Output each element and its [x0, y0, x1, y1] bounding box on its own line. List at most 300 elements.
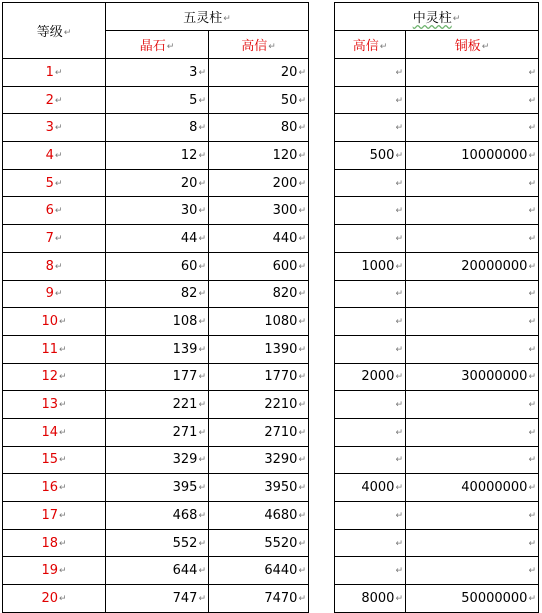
paragraph-mark-icon: ↵ [298, 67, 306, 78]
cell-crystal-value: 8 [189, 120, 198, 136]
paragraph-mark-icon: ↵ [59, 483, 67, 494]
table-row [3, 529, 539, 557]
paragraph-mark-icon: ↵ [198, 261, 206, 272]
cell-crystal-value: 177 [172, 369, 198, 385]
cell-copper [406, 557, 539, 585]
paragraph-mark-icon: ↵ [198, 67, 206, 78]
cell-level [3, 474, 106, 502]
paragraph-mark-icon: ↵ [198, 344, 206, 355]
cell-token-value: 2710 [264, 424, 298, 440]
cell-token [209, 252, 309, 280]
cell-crystal [106, 197, 209, 225]
cell-token-value: 1770 [264, 369, 298, 385]
cell-token [209, 308, 309, 336]
paragraph-mark-icon: ↵ [298, 455, 306, 466]
paragraph-mark-icon: ↵ [198, 538, 206, 549]
cell-crystal-value: 82 [180, 286, 198, 302]
cell-mid-token [335, 557, 406, 585]
cell-crystal-value: 221 [172, 397, 198, 413]
paragraph-mark-icon: ↵ [198, 427, 206, 438]
cell-level [3, 197, 106, 225]
paragraph-mark-icon: ↵ [528, 400, 536, 411]
header-five-pillars [106, 3, 309, 31]
cell-copper [406, 335, 539, 363]
cell-crystal-value: 329 [172, 452, 198, 468]
cell-token [209, 142, 309, 170]
table-row [3, 391, 539, 419]
level-cost-table [2, 2, 539, 613]
cell-crystal [106, 363, 209, 391]
paragraph-mark-icon: ↵ [528, 372, 536, 383]
cell-level-value: 5 [45, 175, 54, 191]
cell-token-value: 80 [280, 120, 298, 136]
paragraph-mark-icon: ↵ [395, 455, 403, 466]
cell-level-value: 2 [45, 92, 54, 108]
cell-level [3, 335, 106, 363]
column-gap [309, 585, 335, 613]
paragraph-mark-icon: ↵ [54, 289, 63, 300]
header-token-mid [335, 31, 406, 59]
table-row [3, 197, 539, 225]
paragraph-mark-icon: ↵ [198, 95, 206, 106]
cell-copper [406, 280, 539, 308]
paragraph-mark-icon: ↵ [395, 372, 403, 383]
cell-level-value: 9 [45, 286, 54, 302]
cell-token-value: 1390 [264, 341, 298, 357]
cell-token-value: 200 [272, 175, 298, 191]
cell-token [209, 502, 309, 530]
cell-token-value: 6440 [264, 563, 298, 579]
paragraph-mark-icon: ↵ [59, 317, 67, 328]
paragraph-mark-icon: ↵ [198, 400, 206, 411]
column-gap [309, 335, 335, 363]
cell-mid-token-value: 4000 [361, 480, 395, 496]
paragraph-mark-icon: ↵ [395, 317, 403, 328]
cell-token-value: 7470 [264, 590, 298, 606]
paragraph-mark-icon: ↵ [59, 427, 67, 438]
cell-level [3, 169, 106, 197]
paragraph-mark-icon: ↵ [298, 95, 306, 106]
paragraph-mark-icon: ↵ [452, 14, 461, 24]
paragraph-mark-icon: ↵ [395, 150, 403, 161]
cell-crystal-value: 108 [172, 314, 198, 330]
paragraph-mark-icon: ↵ [198, 317, 206, 328]
paragraph-mark-icon: ↵ [298, 593, 306, 604]
paragraph-mark-icon: ↵ [198, 233, 206, 244]
cell-crystal [106, 280, 209, 308]
cell-level [3, 391, 106, 419]
paragraph-mark-icon: ↵ [223, 14, 231, 24]
cell-mid-token [335, 529, 406, 557]
cell-crystal [106, 86, 209, 114]
paragraph-mark-icon: ↵ [54, 150, 63, 161]
cell-mid-token [335, 502, 406, 530]
cell-crystal [106, 557, 209, 585]
paragraph-mark-icon: ↵ [54, 178, 63, 189]
cell-level [3, 585, 106, 613]
table-row [3, 225, 539, 253]
cell-mid-token-value: 500 [369, 147, 395, 163]
table-row [3, 446, 539, 474]
cell-mid-token-value: 2000 [361, 369, 395, 385]
paragraph-mark-icon: ↵ [395, 95, 403, 106]
paragraph-mark-icon: ↵ [298, 566, 306, 577]
cell-token [209, 197, 309, 225]
column-gap [309, 391, 335, 419]
paragraph-mark-icon: ↵ [395, 593, 403, 604]
paragraph-mark-icon: ↵ [395, 123, 403, 134]
paragraph-mark-icon: ↵ [298, 261, 306, 272]
cell-crystal [106, 225, 209, 253]
table-row [3, 585, 539, 613]
paragraph-mark-icon: ↵ [298, 344, 306, 355]
cell-level [3, 280, 106, 308]
cell-level [3, 557, 106, 585]
cell-mid-token-value: 1000 [361, 258, 395, 274]
cell-token-value: 3950 [264, 480, 298, 496]
cell-crystal-value: 5 [189, 92, 198, 108]
column-gap [309, 502, 335, 530]
cell-level-value: 20 [41, 590, 58, 606]
cell-mid-token-value: 8000 [361, 590, 395, 606]
cell-crystal [106, 59, 209, 87]
paragraph-mark-icon: ↵ [59, 344, 67, 355]
paragraph-mark-icon: ↵ [298, 206, 306, 217]
cell-token-value: 20 [280, 64, 298, 80]
paragraph-mark-icon: ↵ [268, 42, 276, 52]
paragraph-mark-icon: ↵ [59, 400, 67, 411]
cell-copper [406, 169, 539, 197]
cell-level [3, 418, 106, 446]
header-five-pillars-label: 五灵柱 [183, 11, 223, 26]
cell-level [3, 363, 106, 391]
paragraph-mark-icon: ↵ [298, 372, 306, 383]
header-crystal [106, 31, 209, 59]
paragraph-mark-icon: ↵ [298, 538, 306, 549]
column-gap [309, 418, 335, 446]
paragraph-mark-icon: ↵ [528, 317, 536, 328]
cell-copper [406, 446, 539, 474]
cell-token [209, 391, 309, 419]
paragraph-mark-icon: ↵ [395, 178, 403, 189]
column-gap [309, 114, 335, 142]
column-gap [309, 446, 335, 474]
paragraph-mark-icon: ↵ [298, 317, 306, 328]
column-gap [309, 142, 335, 170]
cell-mid-token [335, 363, 406, 391]
cell-token [209, 363, 309, 391]
cell-mid-token [335, 252, 406, 280]
cell-mid-token [335, 391, 406, 419]
cell-token [209, 59, 309, 87]
cell-copper [406, 502, 539, 530]
cell-level-value: 18 [41, 535, 58, 551]
cell-copper [406, 86, 539, 114]
cell-level [3, 529, 106, 557]
cell-copper [406, 585, 539, 613]
paragraph-mark-icon: ↵ [54, 261, 63, 272]
cell-copper [406, 391, 539, 419]
paragraph-mark-icon: ↵ [198, 566, 206, 577]
cell-crystal-value: 12 [180, 147, 198, 163]
cell-mid-token [335, 114, 406, 142]
cell-copper-value: 40000000 [461, 480, 528, 496]
cell-token-value: 2210 [264, 397, 298, 413]
cell-crystal [106, 252, 209, 280]
column-gap [309, 308, 335, 336]
column-gap [309, 225, 335, 253]
cell-crystal [106, 114, 209, 142]
paragraph-mark-icon: ↵ [198, 510, 206, 521]
table-row [3, 335, 539, 363]
table-row [3, 169, 539, 197]
paragraph-mark-icon: ↵ [395, 289, 403, 300]
paragraph-mark-icon: ↵ [528, 289, 536, 300]
paragraph-mark-icon: ↵ [198, 123, 206, 134]
cell-level-value: 19 [41, 563, 58, 579]
column-gap [309, 363, 335, 391]
cell-copper [406, 225, 539, 253]
paragraph-mark-icon: ↵ [395, 510, 403, 521]
paragraph-mark-icon: ↵ [54, 123, 63, 134]
header-copper-label: 铜板 [454, 39, 481, 54]
cell-crystal-value: 44 [180, 230, 198, 246]
cell-token [209, 418, 309, 446]
cell-level [3, 225, 106, 253]
cell-crystal [106, 502, 209, 530]
paragraph-mark-icon: ↵ [298, 123, 306, 134]
paragraph-mark-icon: ↵ [54, 206, 63, 217]
table-row [3, 418, 539, 446]
paragraph-mark-icon: ↵ [528, 67, 536, 78]
cell-crystal-value: 395 [172, 480, 198, 496]
cell-crystal [106, 169, 209, 197]
header-crystal-label: 晶石 [139, 39, 166, 54]
cell-crystal-value: 644 [172, 563, 198, 579]
paragraph-mark-icon: ↵ [395, 67, 403, 78]
column-gap [309, 59, 335, 87]
paragraph-mark-icon: ↵ [198, 372, 206, 383]
cell-level-value: 7 [45, 230, 54, 246]
table-body [3, 3, 539, 613]
paragraph-mark-icon: ↵ [198, 206, 206, 217]
cell-token [209, 225, 309, 253]
cell-copper [406, 363, 539, 391]
cell-token-value: 3290 [264, 452, 298, 468]
header-token-five-label: 高信 [241, 39, 268, 54]
paragraph-mark-icon: ↵ [198, 483, 206, 494]
cell-token-value: 1080 [264, 314, 298, 330]
paragraph-mark-icon: ↵ [198, 593, 206, 604]
cell-token [209, 474, 309, 502]
cell-crystal-value: 60 [180, 258, 198, 274]
cell-level [3, 446, 106, 474]
cell-copper [406, 474, 539, 502]
table-row [3, 252, 539, 280]
cell-crystal-value: 3 [189, 64, 198, 80]
cell-token-value: 600 [272, 258, 298, 274]
cell-level-value: 6 [45, 203, 54, 219]
cell-crystal-value: 552 [172, 535, 198, 551]
paragraph-mark-icon: ↵ [395, 233, 403, 244]
column-gap [309, 197, 335, 225]
paragraph-mark-icon: ↵ [528, 427, 536, 438]
paragraph-mark-icon: ↵ [54, 95, 63, 106]
table-row [3, 280, 539, 308]
paragraph-mark-icon: ↵ [59, 372, 67, 383]
paragraph-mark-icon: ↵ [298, 178, 306, 189]
cell-mid-token [335, 585, 406, 613]
column-gap [309, 252, 335, 280]
cell-copper [406, 308, 539, 336]
cell-copper [406, 142, 539, 170]
cell-copper-value: 20000000 [461, 258, 528, 274]
header-token-mid-label: 高信 [352, 39, 379, 54]
column-gap [309, 557, 335, 585]
paragraph-mark-icon: ↵ [298, 289, 306, 300]
cell-crystal-value: 468 [172, 507, 198, 523]
cell-level [3, 114, 106, 142]
cell-level [3, 502, 106, 530]
cell-mid-token [335, 474, 406, 502]
cell-token-value: 4680 [264, 507, 298, 523]
header-mid-pillars [335, 3, 539, 31]
cell-mid-token [335, 169, 406, 197]
cell-mid-token [335, 446, 406, 474]
cell-level [3, 59, 106, 87]
cell-crystal [106, 142, 209, 170]
paragraph-mark-icon: ↵ [528, 178, 536, 189]
paragraph-mark-icon: ↵ [395, 566, 403, 577]
paragraph-mark-icon: ↵ [528, 455, 536, 466]
cell-token [209, 280, 309, 308]
column-gap [309, 169, 335, 197]
cell-crystal-value: 139 [172, 341, 198, 357]
cell-token-value: 50 [280, 92, 298, 108]
cell-mid-token [335, 86, 406, 114]
paragraph-mark-icon: ↵ [528, 123, 536, 134]
cell-copper [406, 59, 539, 87]
cell-copper [406, 197, 539, 225]
cell-crystal [106, 335, 209, 363]
cell-copper-value: 50000000 [461, 590, 528, 606]
cell-crystal [106, 446, 209, 474]
paragraph-mark-icon: ↵ [379, 42, 388, 52]
cell-crystal-value: 747 [172, 590, 198, 606]
cell-copper-value: 10000000 [461, 147, 528, 163]
header-copper [406, 31, 539, 59]
cell-token [209, 529, 309, 557]
cell-mid-token [335, 280, 406, 308]
cell-token-value: 820 [272, 286, 298, 302]
cell-level-value: 10 [41, 314, 58, 330]
paragraph-mark-icon: ↵ [198, 178, 206, 189]
cell-token [209, 335, 309, 363]
cell-token-value: 300 [272, 203, 298, 219]
cell-crystal-value: 20 [180, 175, 198, 191]
header-token-five [209, 31, 309, 59]
paragraph-mark-icon: ↵ [528, 150, 536, 161]
paragraph-mark-icon: ↵ [395, 427, 403, 438]
cell-token-value: 440 [272, 230, 298, 246]
cell-mid-token [335, 142, 406, 170]
cell-crystal [106, 474, 209, 502]
cell-crystal [106, 585, 209, 613]
table-row [3, 363, 539, 391]
paragraph-mark-icon: ↵ [481, 42, 490, 52]
column-gap [309, 474, 335, 502]
cell-level [3, 142, 106, 170]
cell-level-value: 11 [41, 341, 58, 357]
cell-mid-token [335, 335, 406, 363]
cell-mid-token [335, 308, 406, 336]
paragraph-mark-icon: ↵ [54, 233, 63, 244]
cell-level [3, 86, 106, 114]
cell-crystal-value: 30 [180, 203, 198, 219]
table-row [3, 502, 539, 530]
paragraph-mark-icon: ↵ [198, 150, 206, 161]
paragraph-mark-icon: ↵ [59, 538, 67, 549]
column-gap [309, 529, 335, 557]
cell-crystal [106, 418, 209, 446]
cell-level-value: 14 [41, 424, 58, 440]
paragraph-mark-icon: ↵ [298, 233, 306, 244]
cell-mid-token [335, 59, 406, 87]
paragraph-mark-icon: ↵ [528, 483, 536, 494]
table-row [3, 557, 539, 585]
paragraph-mark-icon: ↵ [528, 261, 536, 272]
cell-level-value: 17 [41, 507, 58, 523]
cell-level-value: 4 [45, 147, 54, 163]
cell-copper [406, 114, 539, 142]
table-row [3, 142, 539, 170]
cell-crystal-value: 271 [172, 424, 198, 440]
paragraph-mark-icon: ↵ [528, 566, 536, 577]
paragraph-mark-icon: ↵ [528, 233, 536, 244]
cell-level-value: 8 [45, 258, 54, 274]
cell-level-value: 3 [45, 120, 54, 136]
paragraph-mark-icon: ↵ [59, 510, 67, 521]
paragraph-mark-icon: ↵ [63, 28, 72, 38]
header-level [3, 3, 106, 59]
column-gap [309, 86, 335, 114]
paragraph-mark-icon: ↵ [395, 400, 403, 411]
cell-level-value: 16 [41, 480, 58, 496]
paragraph-mark-icon: ↵ [298, 400, 306, 411]
paragraph-mark-icon: ↵ [528, 95, 536, 106]
header-level-label: 等级 [36, 25, 63, 40]
table-row [3, 474, 539, 502]
cell-token [209, 169, 309, 197]
paragraph-mark-icon: ↵ [59, 566, 67, 577]
paragraph-mark-icon: ↵ [198, 289, 206, 300]
cell-copper [406, 252, 539, 280]
cell-level-value: 12 [41, 369, 58, 385]
paragraph-mark-icon: ↵ [528, 344, 536, 355]
paragraph-mark-icon: ↵ [528, 510, 536, 521]
paragraph-mark-icon: ↵ [395, 261, 403, 272]
column-gap [309, 3, 335, 59]
paragraph-mark-icon: ↵ [395, 483, 403, 494]
cell-level-value: 1 [45, 64, 54, 80]
paragraph-mark-icon: ↵ [395, 538, 403, 549]
cell-token [209, 557, 309, 585]
column-gap [309, 280, 335, 308]
paragraph-mark-icon: ↵ [298, 510, 306, 521]
paragraph-mark-icon: ↵ [298, 427, 306, 438]
paragraph-mark-icon: ↵ [298, 483, 306, 494]
paragraph-mark-icon: ↵ [528, 538, 536, 549]
